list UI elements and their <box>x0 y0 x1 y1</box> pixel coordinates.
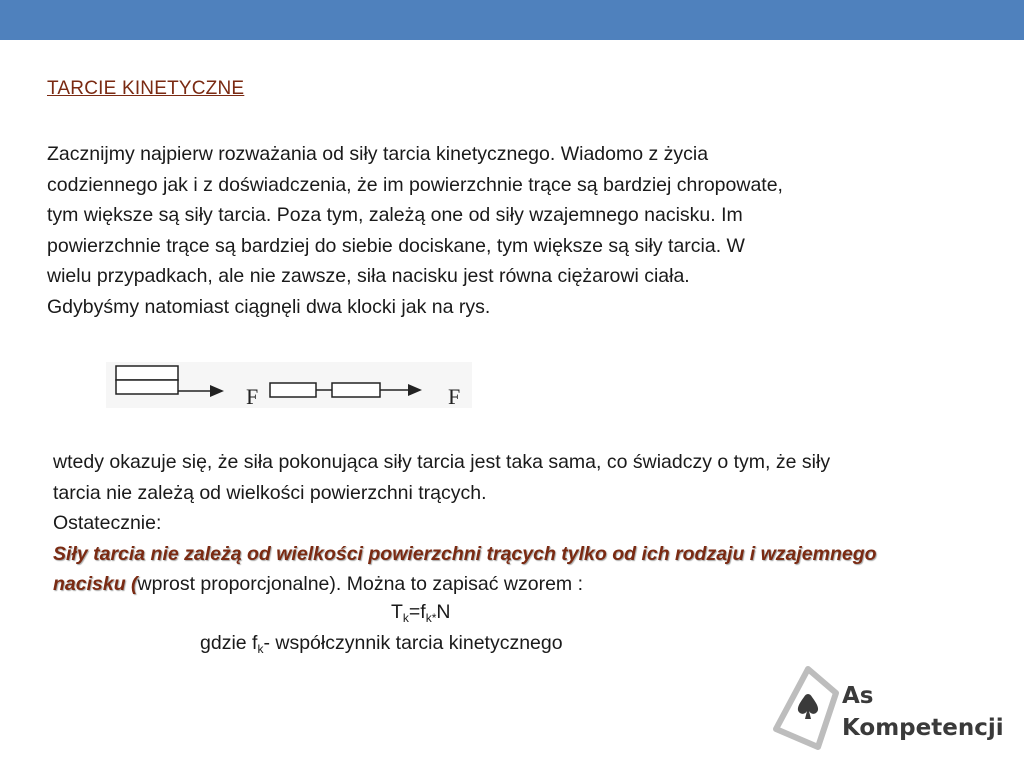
intro-line: codziennego jak i z doświadczenia, że im powierzchnie trące są bardziej chropowate, <box>47 173 783 196</box>
formula-f-sub: k* <box>425 611 437 625</box>
intro-line: Gdybyśmy natomiast ciągnęli dwa klocki jak na rys. <box>47 295 491 318</box>
force-label-left: F <box>246 384 259 408</box>
note-suffix: - współczynnik tarcia kinetycznego <box>263 632 563 654</box>
conclusion-paragraph <box>53 447 993 600</box>
formula-t-sub: k <box>402 611 409 625</box>
emphasis-text: nacisku ( <box>53 573 138 595</box>
intro-line: powierzchnie trące są bardziej do siebie dociskane, tym większe są siły tarcia. W <box>47 234 745 257</box>
top-bar <box>0 0 1024 40</box>
card-icon <box>776 669 836 747</box>
formula-note <box>200 632 563 656</box>
intro-line: wielu przypadkach, ale nie zawsze, siła nacisku jest równa ciężarowi ciała. <box>47 265 690 287</box>
force-label-right: F <box>448 384 461 408</box>
intro-paragraph <box>47 139 947 322</box>
note-sub: k <box>257 642 264 656</box>
conclusion-line: wtedy okazuje się, że siła pokonująca siły tarcia jest taka sama, co świadczy o tym, że siły <box>53 451 831 473</box>
logo-line-2: Kompetencji <box>842 715 1004 741</box>
intro-line: Zacznijmy najpierw rozważania od siły tarcia kinetycznego. Wiadomo z życia <box>47 143 709 165</box>
logo-line-1: As <box>842 683 874 709</box>
emphasis-line: Siły tarcia nie zależą od wielkości powierzchni trących tylko od ich rodzaju i wzajemnego <box>53 542 877 565</box>
tail-text: wprost proporcjonalne). Można to zapisać wzorem : <box>137 573 583 595</box>
stacked-blocks <box>116 366 178 394</box>
formula-t: T <box>391 601 403 623</box>
logo-text <box>842 680 1004 744</box>
intro-line: tym większe są siły tarcia. Poza tym, zależą one od siły wzajemnego nacisku. Im <box>47 204 743 226</box>
blocks-figure <box>106 362 472 408</box>
conclusion-line: tarcia nie zależą od wielkości powierzchni trących. <box>53 481 487 504</box>
formula-eq: =f <box>408 601 426 623</box>
conclusion-line: Ostatecznie: <box>53 512 162 534</box>
formula <box>391 601 451 625</box>
conclusion-line-mixed <box>53 569 993 600</box>
note-prefix: gdzie f <box>200 632 258 654</box>
formula-n: N <box>436 601 451 623</box>
slide-heading: TARCIE KINETYCZNE <box>47 78 245 99</box>
